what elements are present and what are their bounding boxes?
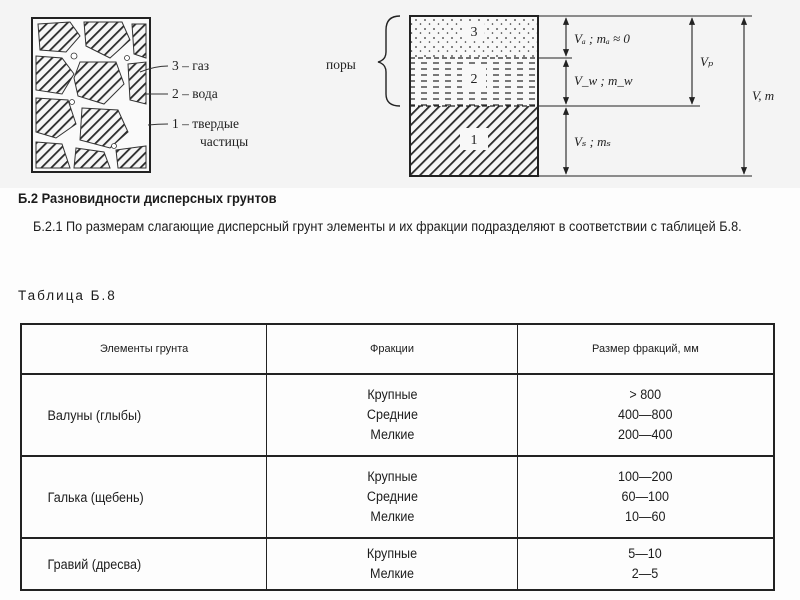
phase-column (410, 16, 538, 176)
size-item: 400—800 (618, 407, 673, 422)
column-header-fractions: Фракции (267, 324, 518, 374)
size-item: 2—5 (632, 566, 659, 581)
section-heading: Б.2 Разновидности дисперсных грунтов (18, 190, 277, 206)
table-title: Таблица Б.8 (18, 288, 117, 303)
fraction-item: Средние (366, 489, 418, 504)
layer-number-solid: 1 (470, 133, 478, 148)
size-item: 5—10 (628, 546, 663, 561)
fractions-cell (267, 374, 518, 456)
column-header-elements: Элементы грунта (21, 324, 267, 374)
element-cell: Валуны (глыбы) (21, 374, 267, 456)
legend-solids-2: частицы (200, 134, 249, 149)
size-item: 200—400 (618, 427, 673, 442)
element-cell: Галька (щебень) (21, 456, 267, 538)
size-item: 10—60 (625, 509, 666, 524)
soil-phase-diagram (0, 0, 800, 188)
section-paragraph: Б.2.1 По размерам слагающие дисперсный грунт элементы и их фракции подразделяют в соответствии с таблицей Б.8. (33, 219, 742, 234)
fraction-item: Мелкие (369, 427, 414, 442)
pores-label: поры (326, 57, 356, 72)
size-cell (517, 538, 774, 590)
size-item: 60—100 (621, 489, 670, 504)
table-row (21, 374, 774, 456)
fractions-cell (267, 456, 518, 538)
size-item: 100—200 (618, 469, 673, 484)
pores-brace (378, 16, 400, 106)
dim-water: V_w ; m_w (574, 73, 633, 88)
layer-number-air: 3 (470, 25, 478, 40)
size-item: > 800 (629, 387, 662, 402)
fraction-item: Крупные (366, 387, 418, 402)
soil-structure-drawing (32, 18, 150, 172)
fraction-item: Средние (366, 407, 418, 422)
column-header-size: Размер фракций, мм (517, 324, 774, 374)
legend-gas: 3 – газ (172, 58, 210, 73)
fraction-item: Мелкие (369, 566, 414, 581)
legend-water: 2 – вода (172, 86, 218, 101)
size-cell (517, 456, 774, 538)
dim-solid: Vₛ ; mₛ (574, 134, 611, 149)
dim-pores: Vₚ (700, 54, 714, 69)
legend-solids: 1 – твердые (172, 116, 239, 131)
layer-number-water: 2 (470, 72, 478, 87)
fraction-item: Крупные (366, 546, 418, 561)
fractions-cell (267, 538, 518, 590)
table-row (21, 456, 774, 538)
dim-total: V, m (752, 88, 775, 103)
fraction-item: Мелкие (369, 509, 414, 524)
soil-fraction-table (20, 323, 775, 591)
element-cell: Гравий (дресва) (21, 538, 267, 590)
size-cell (517, 374, 774, 456)
dim-air: Vₐ ; mₐ ≈ 0 (574, 31, 630, 46)
table-row (21, 538, 774, 590)
fraction-item: Крупные (366, 469, 418, 484)
